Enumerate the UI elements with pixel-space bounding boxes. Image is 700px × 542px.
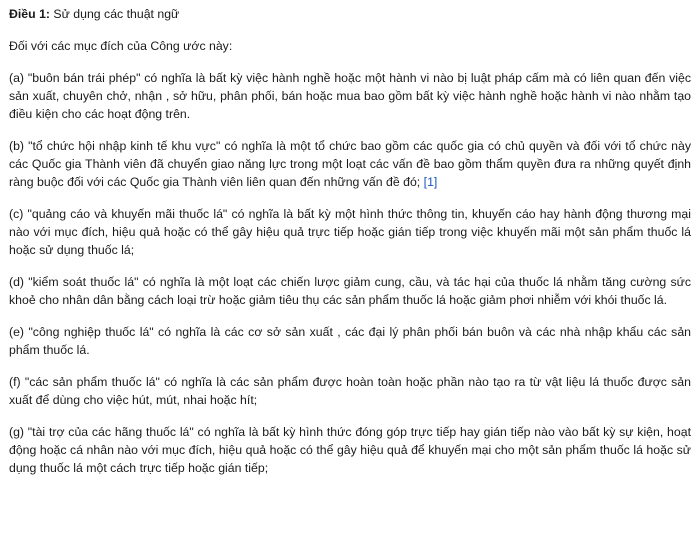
article-title: Sử dụng các thuật ngữ [53,7,180,21]
intro-text: Đối với các mục đích của Công ước này: [9,39,233,53]
definition-text: (c) "quảng cáo và khuyến mãi thuốc lá" có nghĩa là bất kỳ một hình thức thông tin, khuyến cáo hay hành động thương mại nào với mục đích, hiệu quả hoặc có thể gây hiệu quả trực tiếp hoặc gián tiếp trong việc khuyến mãi một sản phẩm thuốc lá hoặc sử dụng thuốc lá; [9,207,691,257]
definition-a [9,69,691,123]
definition-g [9,423,691,477]
definition-text: (b) "tổ chức hội nhập kinh tế khu vực" có nghĩa là một tổ chức bao gồm các quốc gia có chủ quyền và đối với tổ chức này các Quốc gia Thành viên đã chuyển giao năng lực trong một loạt các vấn đề bao gồm thẩm quyền đưa ra những quyết định ràng buộc đối với các Quốc gia Thành viên liên quan đến những vấn đề đó; [9,139,691,189]
definition-text: (g) "tài trợ của các hãng thuốc lá" có nghĩa là bất kỳ hình thức đóng góp trực tiếp hay gián tiếp nào vào bất kỳ sự kiện, hoạt động hoặc cá nhân nào với mục đích, hiệu quả hoặc có thể gây hiệu quả để khuyến mại cho một sản phẩm thuốc lá hoặc sử dụng thuốc lá một cách trực tiếp hoặc gián tiếp; [9,425,691,475]
definition-text: (f) "các sản phẩm thuốc lá" có nghĩa là các sản phẩm được hoàn toàn hoặc phần nào tạo ra từ vật liệu lá thuốc được sản xuất để dùng cho việc hút, mút, nhai hoặc hít; [9,375,691,407]
definition-e [9,323,691,359]
definition-text: (e) "công nghiệp thuốc lá" có nghĩa là các cơ sở sản xuất , các đại lý phân phối bán buôn và các nhà nhập khẩu các sản phẩm thuốc lá. [9,325,691,357]
definition-f [9,373,691,409]
definition-b [9,137,691,191]
article-number: Điều 1: [9,7,50,21]
definition-d [9,273,691,309]
article-heading [9,5,691,23]
definition-c [9,205,691,259]
footnote-link[interactable]: [1] [423,175,438,189]
definition-text: (a) "buôn bán trái phép" có nghĩa là bất kỳ việc hành nghề hoặc một hành vi nào bị luật pháp cấm mà có liên quan đến việc sản xuất, chuyên chở, nhận , sở hữu, phân phối, bán hoặc mua bao gồm bất kỳ việc hành nghề hoặc hành vi nào nhằm tạo điều kiện cho các hoạt động trên. [9,71,691,121]
definition-text: (d) "kiểm soát thuốc lá" có nghĩa là một loạt các chiến lược giảm cung, cầu, và tác hại của thuốc lá nhằm tăng cường sức khoẻ cho nhân dân bằng cách loại trừ hoặc giảm tiêu thụ các sản phẩm thuốc lá hoặc giảm phơi nhiễm với khói thuốc lá. [9,275,691,307]
